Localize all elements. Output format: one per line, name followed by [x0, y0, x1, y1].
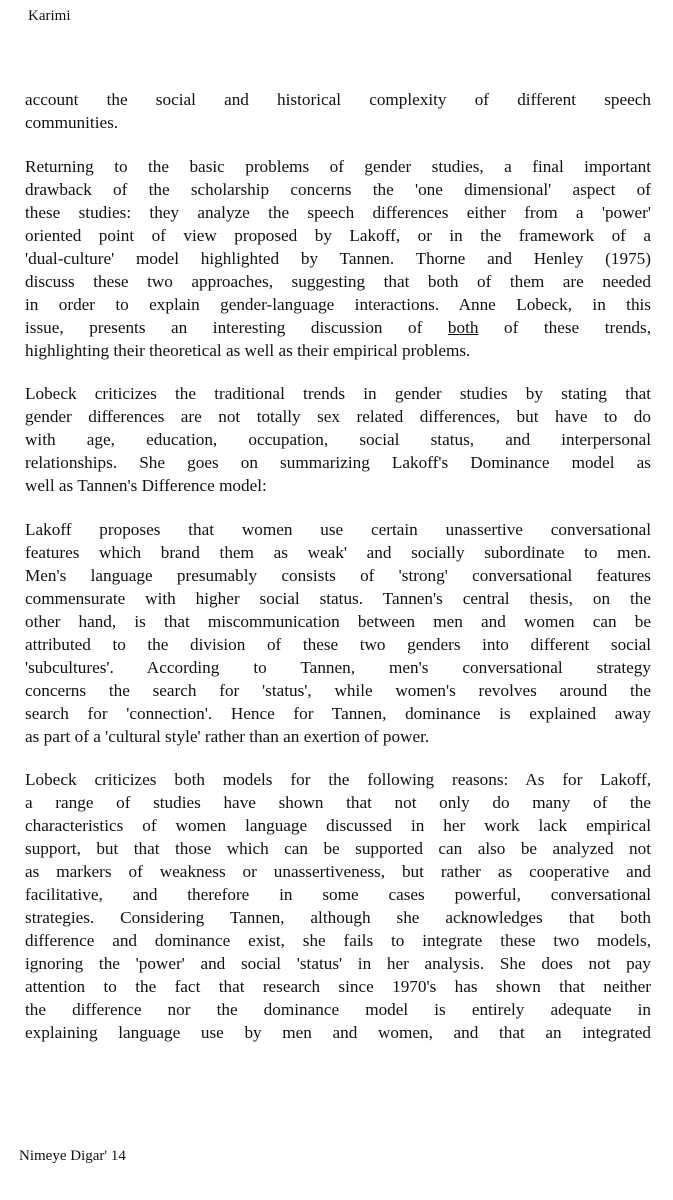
text-segment: issue, presents an interesting discussion of: [25, 317, 448, 337]
text-line: commensurate with higher social status. Tannen's central thesis, on the: [25, 588, 651, 608]
footer-journal-page: Nimeye Digar' 14: [19, 1148, 126, 1164]
text-line: difference and dominance exist, she fails to integrate these two models,: [25, 931, 651, 950]
text-line: features which brand them as weak' and socially subordinate to men.: [25, 542, 651, 562]
text-line: characteristics of women language discussed in her work lack empirical: [25, 816, 651, 835]
text-line: ignoring the 'power' and social 'status' in her analysis. She does not pay: [25, 954, 651, 973]
text-line: relationships. She goes on summarizing Lakoff's Dominance model as: [25, 453, 651, 472]
paragraph: [25, 518, 651, 748]
text-line: Returning to the basic problems of gender studies, a final important: [25, 156, 651, 176]
text-line: 'dual-culture' model highlighted by Tannen. Thorne and Henley (1975): [25, 248, 651, 268]
text-line: search for 'connection'. Hence for Tannen, dominance is explained away: [25, 703, 651, 723]
text-line: a range of studies have shown that not only do many of the: [25, 793, 651, 812]
paragraph: [25, 382, 651, 497]
text-line: Lobeck criticizes the traditional trends in gender studies by stating that: [25, 384, 651, 403]
underlined-emphasis: both: [447, 317, 479, 337]
paragraph: [25, 768, 651, 1044]
text-line: highlighting their theoretical as well as their empirical problems.: [25, 340, 471, 360]
text-line: oriented point of view proposed by Lakoff, or in the framework of a: [25, 225, 651, 245]
text-line: explaining language use by men and women, and that an integrated: [25, 1023, 651, 1042]
text-line: other hand, is that miscommunication between men and women can be: [25, 611, 651, 631]
text-line: discuss these two approaches, suggesting that both of them are needed: [25, 271, 651, 291]
text-segment: of these trends,: [478, 317, 651, 337]
text-line: drawback of the scholarship concerns the 'one dimensional' aspect of: [25, 179, 651, 199]
text-line: [25, 316, 651, 339]
text-line: Lakoff proposes that women use certain unassertive conversational: [25, 519, 651, 539]
text-line: with age, education, occupation, social status, and interpersonal: [25, 430, 651, 449]
paragraph: [25, 88, 651, 134]
text-line: well as Tannen's Difference model:: [25, 476, 267, 495]
text-line: strategies. Considering Tannen, although she acknowledges that both: [25, 908, 651, 927]
text-line: the difference nor the dominance model is entirely adequate in: [25, 1000, 651, 1019]
text-line: in order to explain gender-language interactions. Anne Lobeck, in this: [25, 294, 651, 314]
text-line: concerns the search for 'status', while women's revolves around the: [25, 680, 651, 700]
text-line: Men's language presumably consists of 'strong' conversational features: [25, 565, 651, 585]
running-head-author: Karimi: [28, 8, 71, 24]
text-line: 'subcultures'. According to Tannen, men's conversational strategy: [25, 657, 651, 677]
text-line: attention to the fact that research since 1970's has shown that neither: [25, 977, 651, 996]
text-line: these studies: they analyze the speech differences either from a 'power': [25, 202, 651, 222]
paragraph: [25, 155, 651, 362]
text-line: facilitative, and therefore in some cases powerful, conversational: [25, 885, 651, 904]
text-line: Lobeck criticizes both models for the following reasons: As for Lakoff,: [25, 770, 651, 789]
text-line: gender differences are not totally sex related differences, but have to do: [25, 407, 651, 426]
text-line: communities.: [25, 113, 119, 132]
text-line: attributed to the division of these two genders into different social: [25, 634, 651, 654]
text-line: support, but that those which can be supported can also be analyzed not: [25, 839, 651, 858]
text-line: account the social and historical complexity of different speech: [25, 90, 651, 109]
text-line: as markers of weakness or unassertiveness, but rather as cooperative and: [25, 862, 651, 881]
page-body: [25, 88, 651, 1065]
text-line: as part of a 'cultural style' rather than an exertion of power.: [25, 726, 430, 746]
